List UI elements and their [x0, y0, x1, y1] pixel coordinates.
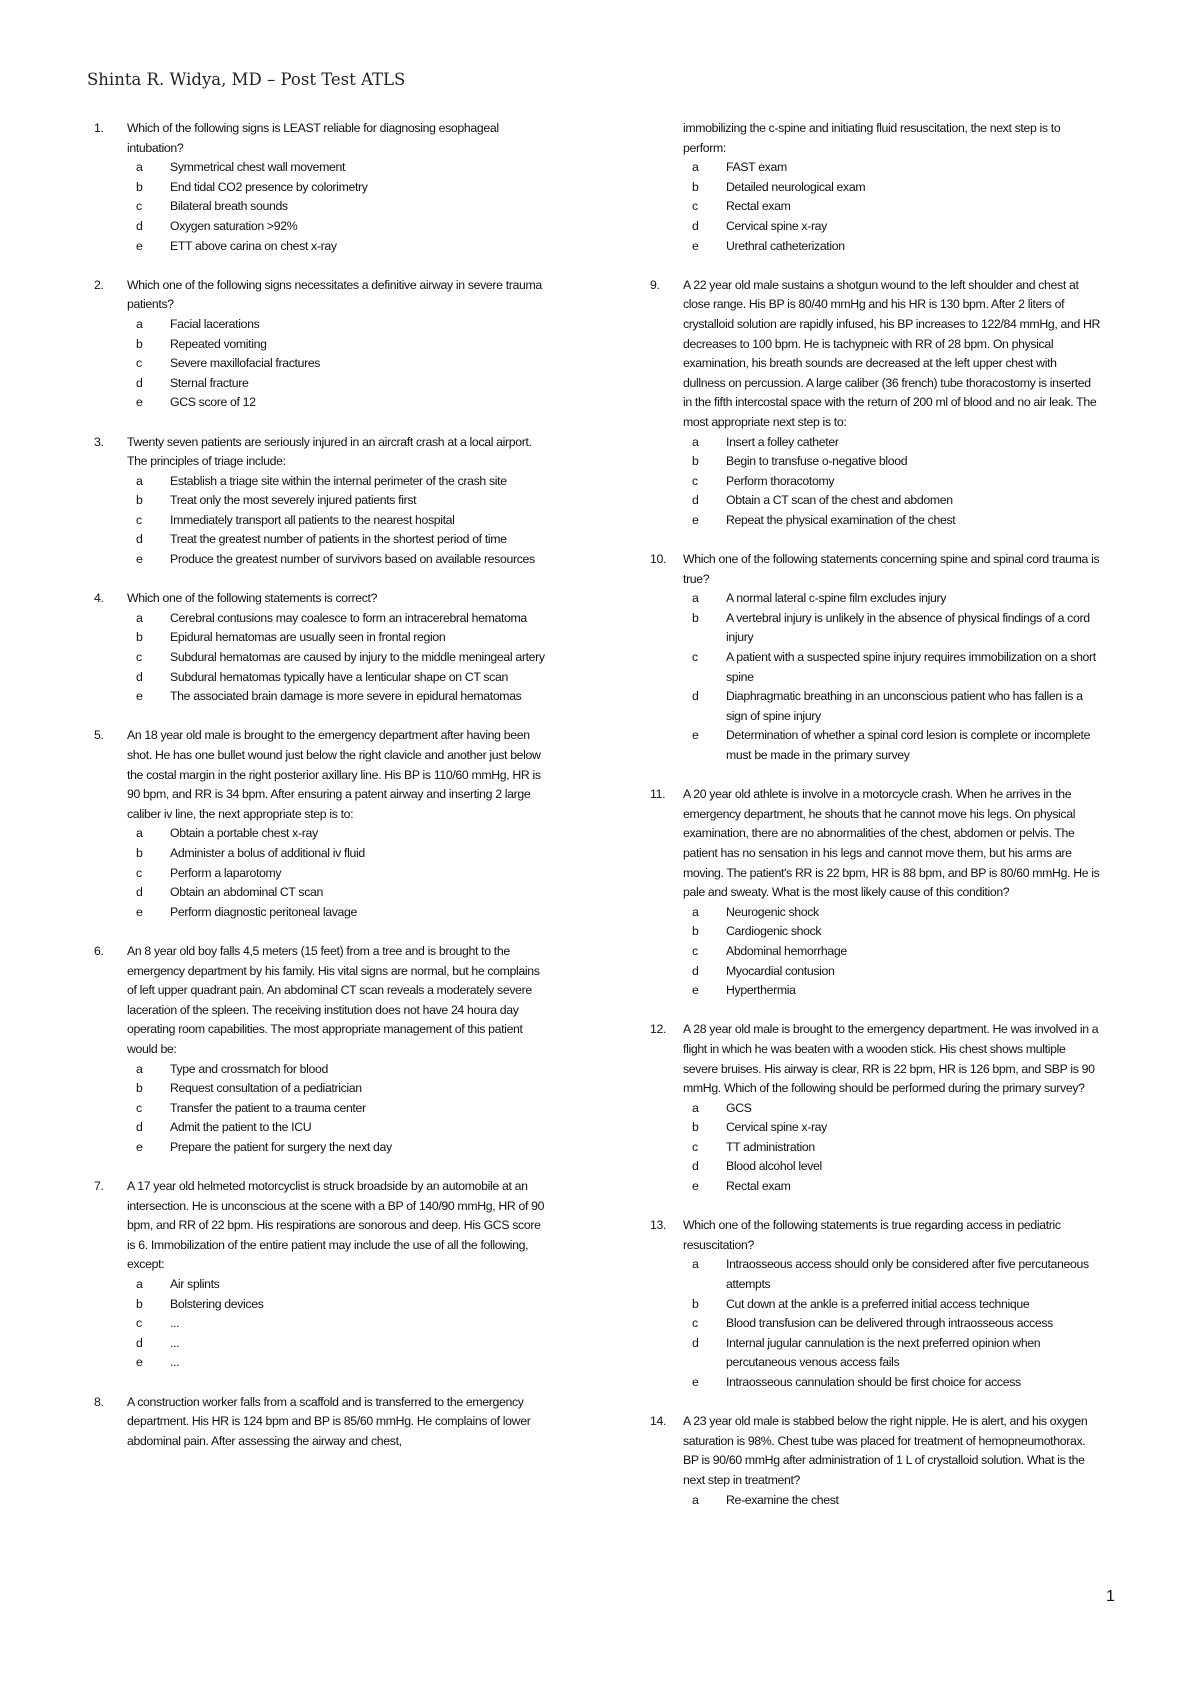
option-letter: e — [136, 904, 143, 919]
option-text: Establish a triage site within the internal perimeter of the crash site — [170, 473, 507, 488]
answer-option — [94, 1275, 546, 1295]
question-number: 10. — [650, 552, 667, 567]
answer-option — [650, 589, 1102, 609]
answer-option — [650, 942, 1102, 962]
option-letter: b — [692, 924, 699, 939]
question-stem — [650, 276, 1102, 433]
question-stem — [650, 1412, 1102, 1490]
answer-option — [94, 903, 546, 923]
answer-option — [650, 687, 1102, 726]
option-letter: e — [692, 1375, 699, 1389]
answer-option — [94, 158, 546, 178]
option-text: Blood transfusion can be delivered through intraosseous access — [726, 1316, 1053, 1331]
option-text: Request consultation of a pediatrician — [170, 1081, 362, 1096]
question-item — [650, 276, 1102, 531]
option-text: Diaphragmatic breathing in an unconscious patient who has fallen is a sign of spine injury — [726, 689, 1083, 723]
option-letter: c — [136, 865, 142, 880]
answer-option — [650, 1334, 1102, 1373]
option-text: Re-examine the chest — [726, 1492, 839, 1507]
option-text: ... — [170, 1335, 180, 1350]
answer-option — [650, 1255, 1102, 1294]
option-letter: d — [136, 669, 143, 684]
question-stem — [650, 550, 1102, 589]
answer-option — [94, 178, 546, 198]
option-letter: c — [136, 1100, 142, 1115]
question-text: Which one of the following statements is correct? — [127, 591, 378, 606]
answer-option — [94, 1295, 546, 1315]
option-text: Rectal exam — [726, 1179, 791, 1194]
question-text: immobilizing the c-spine and initiating fluid resuscitation, the next step is to perform: — [683, 121, 1061, 155]
option-text: Cardiogenic shock — [726, 924, 822, 939]
option-text: Prepare the patient for surgery the next day — [170, 1139, 392, 1154]
option-text: Hyperthermia — [726, 983, 796, 998]
answer-option — [650, 1314, 1102, 1334]
option-text: Detailed neurological exam — [726, 179, 866, 194]
option-letter: d — [692, 963, 699, 978]
answer-option — [650, 197, 1102, 217]
option-letter: c — [692, 473, 698, 488]
option-letter: c — [692, 943, 698, 958]
question-text: A 17 year old helmeted motorcyclist is struck broadside by an automobile at an intersection. He is unconscious at the scene with a BP of 140/90 mmHg, HR of 90 bpm, and RR of 22 bpm. His respirations are sonorous and deep. His GCS score is 6. Immobilization of the entire patient may include the use of all the following, except: — [127, 1179, 545, 1272]
answer-option — [94, 237, 546, 257]
option-letter: e — [136, 395, 143, 410]
option-letter: a — [692, 591, 699, 606]
answer-option — [650, 726, 1102, 765]
option-letter: b — [692, 1296, 699, 1311]
option-letter: c — [136, 1316, 142, 1331]
option-letter: d — [692, 1335, 699, 1350]
question-item — [94, 726, 546, 922]
option-text: Cerebral contusions may coalesce to form an intracerebral hematoma — [170, 610, 527, 625]
option-text: Blood alcohol level — [726, 1159, 822, 1174]
question-number: 5. — [94, 728, 104, 743]
answer-option — [94, 1138, 546, 1158]
option-letter: a — [692, 1257, 699, 1272]
question-number: 2. — [94, 277, 104, 292]
answer-option — [650, 1491, 1102, 1511]
option-letter: a — [692, 1492, 699, 1507]
answer-option — [650, 158, 1102, 178]
option-letter: a — [692, 434, 699, 449]
answer-option — [94, 609, 546, 629]
option-letter: b — [692, 610, 699, 625]
question-number: 11. — [650, 787, 666, 802]
option-letter: a — [692, 904, 699, 919]
question-item — [94, 433, 546, 570]
option-letter: a — [136, 1061, 143, 1076]
option-text: Obtain a portable chest x-ray — [170, 826, 318, 841]
answer-option — [94, 550, 546, 570]
option-text: Neurogenic shock — [726, 904, 819, 919]
option-letter: c — [692, 1139, 698, 1154]
question-item — [94, 1177, 546, 1373]
option-letter: b — [692, 1120, 699, 1135]
option-letter: e — [136, 552, 143, 567]
question-stem — [94, 276, 546, 315]
question-item — [94, 1393, 546, 1452]
option-text: Repeated vomiting — [170, 336, 267, 351]
answer-option — [94, 628, 546, 648]
option-letter: d — [136, 218, 143, 233]
option-text: Intraosseous cannulation should be first choice for access — [726, 1375, 1021, 1389]
answer-option — [650, 1138, 1102, 1158]
answer-option — [94, 844, 546, 864]
question-item — [94, 942, 546, 1158]
question-stem — [94, 1393, 546, 1452]
question-text: A construction worker falls from a scaffold and is transferred to the emergency department. His HR is 124 bpm and BP is 85/60 mmHg. He complains of lower abdominal pain. After assessing the airway and chest, — [127, 1394, 531, 1448]
option-letter: c — [136, 356, 142, 371]
question-text: A 28 year old male is brought to the emergency department. He was involved in a flight in which he was beaten with a wooden stick. His chest shows multiple severe bruises. His airway is clear, RR is 22 bpm, HR is 126 bpm, and SBP is 90 mmHg. Which of the following should be performed during the primary survey? — [683, 1022, 1099, 1096]
answer-option — [94, 883, 546, 903]
option-letter: a — [136, 610, 143, 625]
option-letter: a — [692, 1100, 699, 1115]
option-letter: e — [692, 1179, 699, 1194]
question-item — [650, 119, 1102, 256]
option-text: Cervical spine x-ray — [726, 1120, 827, 1135]
option-text: Urethral catheterization — [726, 238, 845, 253]
question-stem — [94, 726, 546, 824]
answer-option — [94, 1099, 546, 1119]
answer-option — [94, 1314, 546, 1334]
answer-option — [650, 1177, 1102, 1197]
question-item — [650, 550, 1102, 766]
option-text: GCS score of 12 — [170, 395, 256, 410]
question-number: 7. — [94, 1179, 104, 1194]
question-item — [94, 119, 546, 256]
answer-option — [650, 472, 1102, 492]
answer-option — [94, 648, 546, 668]
page-number: 1 — [1106, 1588, 1115, 1605]
option-text: Repeat the physical examination of the chest — [726, 512, 956, 527]
option-letter: c — [692, 650, 698, 665]
option-text: Myocardial contusion — [726, 963, 835, 978]
option-text: ... — [170, 1355, 180, 1370]
option-letter: e — [692, 238, 699, 253]
question-text: A 23 year old male is stabbed below the right nipple. He is alert, and his oxygen saturation is 98%. Chest tube was placed for treatment of hemopneumothorax. BP is 90/60 mmHg after administration of 1 L of crystalloid solution. What is the next step in treatment? — [683, 1414, 1088, 1487]
option-text: The associated brain damage is more severe in epidural hematomas — [170, 689, 522, 704]
option-text: Intraosseous access should only be considered after five percutaneous attempts — [726, 1257, 1089, 1292]
question-stem — [650, 1020, 1102, 1098]
question-item — [94, 276, 546, 413]
answer-option — [94, 1353, 546, 1373]
question-number: 13. — [650, 1218, 667, 1233]
option-text: Admit the patient to the ICU — [170, 1120, 312, 1135]
question-item — [94, 589, 546, 707]
option-letter: e — [692, 983, 699, 998]
answer-option — [650, 433, 1102, 453]
option-letter: b — [136, 493, 143, 508]
option-text: Severe maxillofacial fractures — [170, 356, 321, 371]
answer-option — [94, 374, 546, 394]
option-text: Determination of whether a spinal cord lesion is complete or incomplete must be made in the primary survey — [726, 728, 1091, 762]
answer-option — [94, 354, 546, 374]
option-text: Administer a bolus of additional iv fluid — [170, 845, 365, 860]
option-letter: c — [692, 1316, 698, 1331]
option-letter: d — [692, 689, 699, 704]
option-text: Subdural hematomas typically have a lenticular shape on CT scan — [170, 669, 508, 684]
answer-option — [94, 197, 546, 217]
option-letter: d — [136, 885, 143, 900]
answer-option — [650, 1373, 1102, 1393]
right-question-column — [650, 119, 1102, 1530]
answer-option — [94, 1079, 546, 1099]
question-stem — [94, 589, 546, 609]
answer-option — [650, 452, 1102, 472]
option-text: Treat only the most severely injured patients first — [170, 493, 417, 508]
answer-option — [650, 178, 1102, 198]
left-question-column — [94, 119, 546, 1471]
answer-option — [650, 237, 1102, 257]
question-stem — [650, 119, 1102, 158]
option-letter: d — [136, 1120, 143, 1135]
option-text: Perform a laparotomy — [170, 865, 282, 880]
answer-option — [94, 1118, 546, 1138]
option-letter: e — [136, 1139, 143, 1154]
document-header: Shinta R. Widya, MD – Post Test ATLS — [87, 70, 406, 89]
answer-option — [650, 609, 1102, 648]
question-text: Which one of the following statements concerning spine and spinal cord trauma is true? — [683, 552, 1100, 586]
option-text: Transfer the patient to a trauma center — [170, 1100, 366, 1115]
answer-option — [94, 864, 546, 884]
option-text: Obtain a CT scan of the chest and abdomen — [726, 493, 953, 508]
question-text: Which of the following signs is LEAST reliable for diagnosing esophageal intubation? — [127, 121, 499, 155]
option-text: Type and crossmatch for blood — [170, 1061, 328, 1076]
option-text: Cut down at the ankle is a preferred initial access technique — [726, 1296, 1030, 1311]
answer-option — [650, 648, 1102, 687]
option-text: Sternal fracture — [170, 375, 249, 390]
option-letter: e — [692, 512, 699, 527]
option-letter: c — [136, 650, 142, 665]
option-text: Oxygen saturation >92% — [170, 218, 298, 233]
question-item — [650, 1020, 1102, 1196]
answer-option — [650, 217, 1102, 237]
option-text: Immediately transport all patients to the nearest hospital — [170, 512, 455, 527]
answer-option — [94, 687, 546, 707]
option-letter: b — [692, 454, 699, 469]
answer-option — [94, 335, 546, 355]
option-text: Obtain an abdominal CT scan — [170, 885, 324, 900]
option-letter: a — [136, 473, 143, 488]
option-letter: d — [136, 375, 143, 390]
answer-option — [650, 1118, 1102, 1138]
option-text: Begin to transfuse o-negative blood — [726, 454, 908, 469]
option-text: Treat the greatest number of patients in the shortest period of time — [170, 532, 507, 547]
option-letter: e — [136, 1355, 143, 1370]
option-text: Internal jugular cannulation is the next preferred opinion when percutaneous venous access fails — [726, 1335, 1041, 1370]
option-text: Produce the greatest number of survivors based on available resources — [170, 552, 535, 567]
option-letter: b — [136, 336, 143, 351]
option-letter: c — [136, 512, 142, 527]
option-text: A normal lateral c-spine film excludes injury — [726, 591, 947, 606]
question-text: An 18 year old male is brought to the emergency department after having been shot. He has one bullet wound just below the right clavicle and another just below the costal margin in the right posterior axillary line. His BP is 110/60 mmHg, HR is 90 bpm, and RR is 34 bpm. After ensuring a patent airway and inserting 2 large caliber iv line, the next appropriate step is to: — [127, 728, 541, 821]
question-stem — [94, 1177, 546, 1275]
answer-option — [650, 981, 1102, 1001]
answer-option — [94, 315, 546, 335]
option-text: A vertebral injury is unlikely in the absence of physical findings of a cord injury — [726, 610, 1090, 645]
answer-option — [650, 511, 1102, 531]
question-number: 14. — [650, 1414, 667, 1429]
question-stem — [650, 1216, 1102, 1255]
option-text: Insert a folley catheter — [726, 434, 839, 449]
answer-option — [94, 1060, 546, 1080]
option-letter: e — [692, 728, 699, 743]
option-letter: e — [136, 689, 143, 704]
question-stem — [94, 942, 546, 1060]
question-item — [650, 1216, 1102, 1392]
option-text: Bolstering devices — [170, 1296, 264, 1311]
question-text: Which one of the following signs necessitates a definitive airway in severe trauma patients? — [127, 277, 542, 312]
option-letter: a — [136, 826, 143, 841]
option-text: A patient with a suspected spine injury requires immobilization on a short spine — [726, 650, 1096, 684]
option-text: GCS — [726, 1100, 752, 1115]
question-item — [650, 1412, 1102, 1510]
option-text: Abdominal hemorrhage — [726, 943, 847, 958]
option-letter: d — [692, 1159, 699, 1174]
question-number: 4. — [94, 591, 104, 606]
question-text: A 20 year old athlete is involve in a motorcycle crash. When he arrives in the emergency department, he shouts that he cannot move his legs. On physical examination, there are no abnormalities of the chest, abdomen or pelvis. The patient has no sensation in his legs and cannot move them, but his arms are moving. The patient's RR is 22 bpm, HR is 88 bpm, and BP is 80/60 mmHg. He is pale and sweaty. What is the most likely cause of this condition? — [683, 787, 1100, 900]
option-letter: a — [136, 1277, 143, 1292]
answer-option — [650, 903, 1102, 923]
option-text: Subdural hematomas are caused by injury to the middle meningeal artery — [170, 650, 545, 665]
option-letter: d — [136, 1335, 143, 1350]
option-text: Cervical spine x-ray — [726, 218, 827, 233]
question-stem — [94, 119, 546, 158]
question-item — [650, 785, 1102, 1001]
option-letter: b — [136, 845, 143, 860]
answer-option — [650, 1099, 1102, 1119]
question-stem — [94, 433, 546, 472]
option-letter: d — [692, 493, 699, 508]
answer-option — [94, 1334, 546, 1354]
question-number: 1. — [94, 121, 104, 135]
question-text: An 8 year old boy falls 4,5 meters (15 feet) from a tree and is brought to the emergency department by his family. His vital signs are normal, but he complains of left upper quadrant pain. An abdominal CT scan reveals a moderately severe laceration of the spleen. The receiving institution does not have 24 houra day operating room capabilities. The most appropriate management of this patient would be: — [127, 943, 540, 1056]
answer-option — [94, 511, 546, 531]
option-text: Rectal exam — [726, 199, 791, 214]
option-text: Epidural hematomas are usually seen in frontal region — [170, 630, 446, 645]
answer-option — [650, 962, 1102, 982]
question-text: Which one of the following statements is true regarding access in pediatric resuscitation? — [683, 1218, 1061, 1252]
question-stem — [650, 785, 1102, 903]
option-letter: b — [692, 179, 699, 194]
option-text: TT administration — [726, 1139, 815, 1154]
option-text: End tidal CO2 presence by colorimetry — [170, 179, 368, 194]
option-letter: c — [136, 199, 142, 214]
question-text: Twenty seven patients are seriously injured in an aircraft crash at a local airport. The principles of triage include: — [127, 434, 532, 469]
option-letter: b — [136, 179, 143, 194]
question-text: A 22 year old male sustains a shotgun wound to the left shoulder and chest at close range. His BP is 80/40 mmHg and his HR is 130 bpm. After 2 liters of crystalloid solution are rapidly infused, his BP increases to 122/84 mmHg, and HR decreases to 100 bpm. He is tachypneic with RR of 28 bpm. On physical examination, his breath sounds are decreased at the left upper chest with dullness on percussion. A large caliber (36 french) tube thoracostomy is inserted in the fifth intercostal space with the return of 200 ml of blood and no air leak. The most appropriate next step is to: — [683, 277, 1101, 429]
option-letter: a — [136, 160, 143, 175]
answer-option — [94, 217, 546, 237]
answer-option — [94, 824, 546, 844]
option-letter: a — [136, 316, 143, 331]
option-text: Perform thoracotomy — [726, 473, 835, 488]
option-text: Air splints — [170, 1277, 220, 1292]
answer-option — [94, 530, 546, 550]
option-text: ETT above carina on chest x-ray — [170, 238, 337, 253]
answer-option — [94, 393, 546, 413]
option-text: Perform diagnostic peritoneal lavage — [170, 904, 357, 919]
question-number: 6. — [94, 943, 104, 958]
option-text: Facial lacerations — [170, 316, 260, 331]
option-letter: c — [692, 199, 698, 214]
option-letter: a — [692, 160, 699, 175]
answer-option — [650, 1295, 1102, 1315]
answer-option — [650, 491, 1102, 511]
answer-option — [94, 668, 546, 688]
answer-option — [650, 922, 1102, 942]
option-text: FAST exam — [726, 160, 787, 175]
option-text: Bilateral breath sounds — [170, 199, 288, 214]
option-letter: b — [136, 1296, 143, 1311]
question-number: 12. — [650, 1022, 667, 1037]
option-letter: d — [692, 218, 699, 233]
option-letter: b — [136, 1081, 143, 1096]
question-number: 3. — [94, 434, 104, 449]
question-number: 9. — [650, 277, 660, 292]
answer-option — [650, 1157, 1102, 1177]
question-number: 8. — [94, 1394, 104, 1409]
option-text: Symmetrical chest wall movement — [170, 160, 346, 175]
option-letter: d — [136, 532, 143, 547]
answer-option — [94, 491, 546, 511]
option-letter: e — [136, 238, 143, 253]
option-letter: b — [136, 630, 143, 645]
option-text: ... — [170, 1316, 180, 1331]
answer-option — [94, 472, 546, 492]
